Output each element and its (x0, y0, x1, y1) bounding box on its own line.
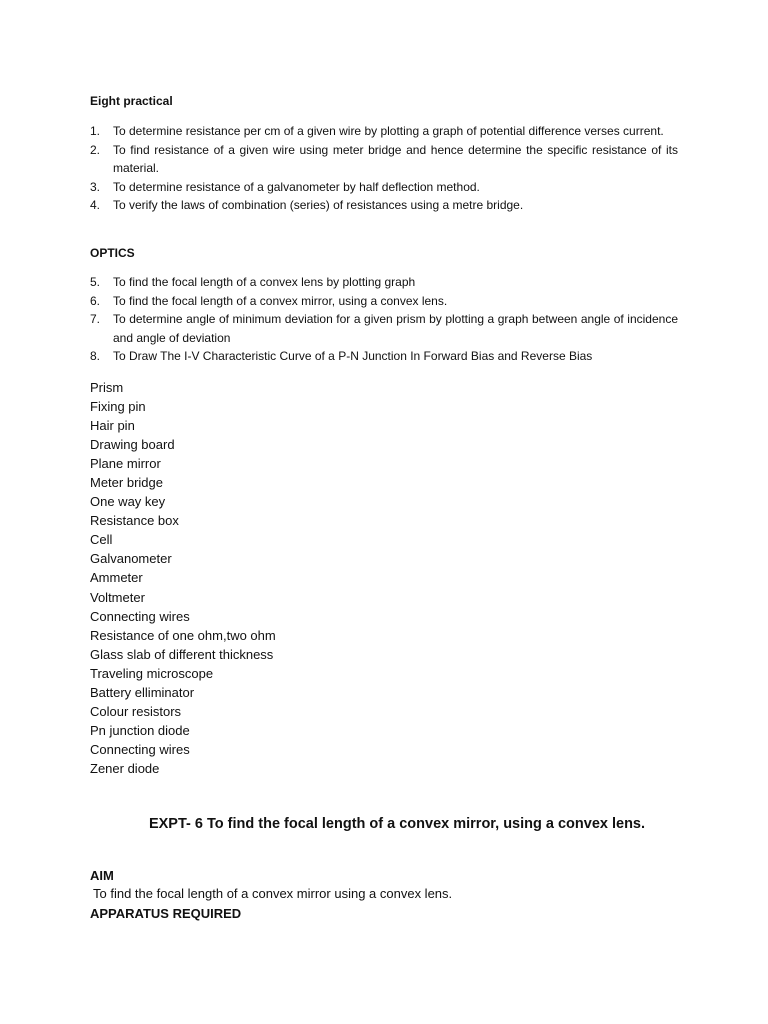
section-heading-optics: OPTICS (90, 246, 135, 260)
apparatus-item: One way key (90, 494, 166, 510)
list-number: 4. (90, 198, 101, 212)
list-item-text: To verify the laws of combination (series) of resistances using a metre bridge. (113, 198, 524, 212)
apparatus-required-heading: APPARATUS REQUIRED (90, 906, 242, 921)
apparatus-item: Zener diode (90, 760, 160, 776)
list-item (90, 122, 678, 141)
apparatus-item: Connecting wires (90, 608, 190, 624)
list-item (90, 310, 678, 347)
apparatus-item: Plane mirror (90, 456, 161, 472)
apparatus-item: Voltmeter (90, 589, 145, 605)
list-number: 7. (90, 312, 101, 326)
apparatus-item: Colour resistors (90, 703, 182, 719)
experiment-title: EXPT- 6 To find the focal length of a convex mirror, using a convex lens. (148, 816, 646, 832)
apparatus-item: Resistance of one ohm,two ohm (90, 627, 276, 643)
experiment-list-optics (90, 273, 678, 366)
aim-heading: AIM (90, 868, 114, 883)
apparatus-item: Battery elliminator (90, 684, 195, 700)
section-heading-eight-practical: Eight practical (90, 94, 173, 108)
list-item (90, 196, 678, 215)
apparatus-item: Cell (90, 532, 113, 548)
list-number: 6. (90, 293, 101, 308)
apparatus-item: Connecting wires (90, 741, 190, 757)
list-number: 3. (90, 179, 101, 194)
apparatus-item: Ammeter (90, 570, 143, 586)
list-item (90, 178, 678, 197)
list-number: 5. (90, 275, 101, 289)
apparatus-item: Galvanometer (90, 551, 172, 567)
experiment-list-electricity (90, 122, 678, 215)
list-item-text: To find the focal length of a convex mirror, using a convex lens. (113, 293, 448, 308)
list-item-text: To find resistance of a given wire using meter bridge and hence determine the specific resistance of its material. (113, 142, 678, 175)
apparatus-item: Pn junction diode (90, 722, 190, 738)
list-item (90, 347, 678, 366)
apparatus-item: Meter bridge (90, 475, 163, 491)
apparatus-item: Traveling microscope (90, 665, 214, 681)
list-item (90, 292, 678, 311)
list-item (90, 141, 678, 178)
list-item-text: To determine angle of minimum deviation for a given prism by plotting a graph between angle of incidence and angle of deviation (113, 312, 678, 345)
list-number: 1. (90, 124, 101, 138)
apparatus-item: Glass slab of different thickness (90, 646, 274, 662)
apparatus-item: Hair pin (90, 418, 135, 434)
list-item-text: To Draw The I-V Characteristic Curve of a P-N Junction In Forward Bias and Reverse Bias (113, 349, 593, 363)
apparatus-item: Drawing board (90, 437, 175, 453)
list-number: 8. (90, 349, 101, 363)
apparatus-item: Prism (90, 380, 124, 395)
apparatus-list (90, 378, 276, 778)
list-item-text: To determine resistance per cm of a given wire by plotting a graph of potential difference verses current. (113, 124, 664, 138)
list-number: 2. (90, 142, 101, 157)
apparatus-item: Fixing pin (90, 399, 146, 415)
list-item (90, 273, 678, 292)
aim-text: To find the focal length of a convex mirror using a convex lens. (93, 886, 453, 901)
list-item-text: To determine resistance of a galvanometer by half deflection method. (113, 179, 480, 194)
list-item-text: To find the focal length of a convex lens by plotting graph (113, 275, 416, 289)
apparatus-item: Resistance box (90, 513, 179, 529)
